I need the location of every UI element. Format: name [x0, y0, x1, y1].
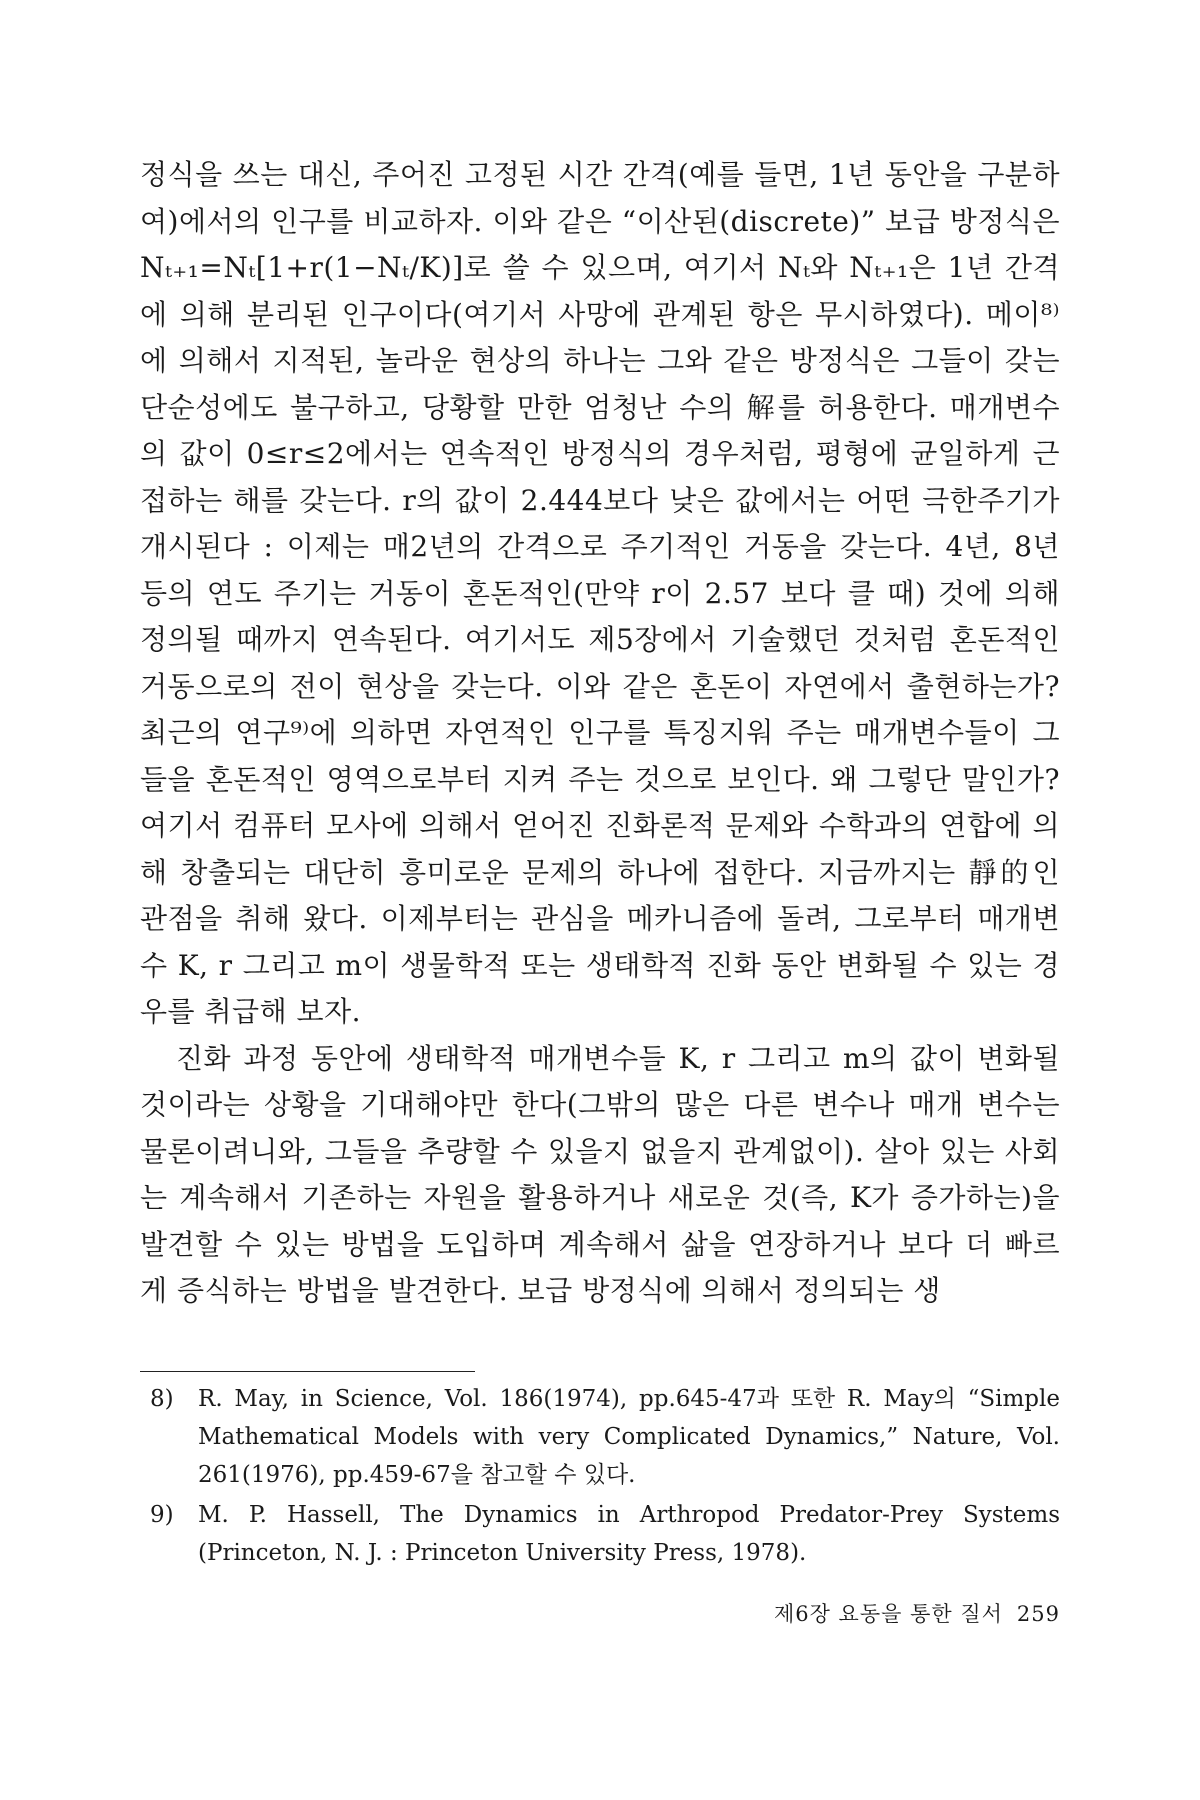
- running-footer: [774, 1598, 1060, 1628]
- footnotes: [150, 1380, 1060, 1574]
- footnote-8: [150, 1380, 1060, 1494]
- page-number: 259: [1016, 1602, 1060, 1626]
- footnote-text: R. May, in Science, Vol. 186(1974), pp.645-47과 또한 R. May의 “Simple Mathematical Models with very Complicated Dynamics,” Nature, Vol. 261(1976), pp.459-67을 참고할 수 있다.: [198, 1386, 1060, 1488]
- body-text: [140, 152, 1060, 1315]
- footnote-divider: [140, 1371, 475, 1372]
- footnote-number: 9): [150, 1502, 174, 1528]
- chapter-title: 제6장 요동을 통한 질서: [773, 1602, 1003, 1626]
- paragraph-1: 정식을 쓰는 대신, 주어진 고정된 시간 간격(예를 들면, 1년 동안을 구분하여)에서의 인구를 비교하자. 이와 같은 “이산된(discrete)” 보급 방정식은 Nₜ₊₁=Nₜ[1+r(1−Nₜ/K)]로 쓸 수 있으며, 여기서 Nₜ와 Nₜ₊₁은 1년 간격에 의해 분리된 인구이다(여기서 사망에 관계된 항은 무시하였다). 메이⁸⁾에 의해서 지적된, 놀라운 현상의 하나는 그와 같은 방정식은 그들이 갖는 단순성에도 불구하고, 당황할 만한 엄청난 수의 解를 허용한다. 매개변수의 값이 0≤r≤2에서는 연속적인 방정식의 경우처럼, 평형에 균일하게 근접하는 해를 갖는다. r의 값이 2.444보다 낮은 값에서는 어떤 극한주기가 개시된다 : 이제는 매2년의 간격으로 주기적인 거동을 갖는다. 4년, 8년 등의 연도 주기는 거동이 혼돈적인(만약 r이 2.57 보다 클 때) 것에 의해 정의될 때까지 연속된다. 여기서도 제5장에서 기술했던 것처럼 혼돈적인 거동으로의 전이 현상을 갖는다. 이와 같은 혼돈이 자연에서 출현하는가? 최근의 연구⁹⁾에 의하면 자연적인 인구를 특징지워 주는 매개변수들이 그들을 혼돈적인 영역으로부터 지켜 주는 것으로 보인다. 왜 그렇단 말인가? 여기서 컴퓨터 모사에 의해서 얻어진 진화론적 문제와 수학과의 연합에 의해 창출되는 대단히 흥미로운 문제의 하나에 접한다. 지금까지는 靜的인 관점을 취해 왔다. 이제부터는 관심을 메카니즘에 돌려, 그로부터 매개변수 K, r 그리고 m이 생물학적 또는 생태학적 진화 동안 변화될 수 있는 경우를 취급해 보자.: [140, 158, 1060, 1028]
- footnote-number: 8): [150, 1386, 174, 1412]
- paragraph-2: 진화 과정 동안에 생태학적 매개변수들 K, r 그리고 m의 값이 변화될 것이라는 상황을 기대해야만 한다(그밖의 많은 다른 변수나 매개 변수는 물론이려니와, 그들을 추량할 수 있을지 없을지 관계없이). 살아 있는 사회는 계속해서 기존하는 자원을 활용하거나 새로운 것(즉, K가 증가하는)을 발견할 수 있는 방법을 도입하며 계속해서 삶을 연장하거나 보다 더 빠르게 증식하는 방법을 발견한다. 보급 방정식에 의해서 정의되는 생: [140, 1041, 1060, 1307]
- footnote-9: [150, 1496, 1060, 1572]
- footnote-text: M. P. Hassell, The Dynamics in Arthropod Predator-Prey Systems (Princeton, N. J. : Princeton University Press, 1978).: [198, 1502, 1060, 1566]
